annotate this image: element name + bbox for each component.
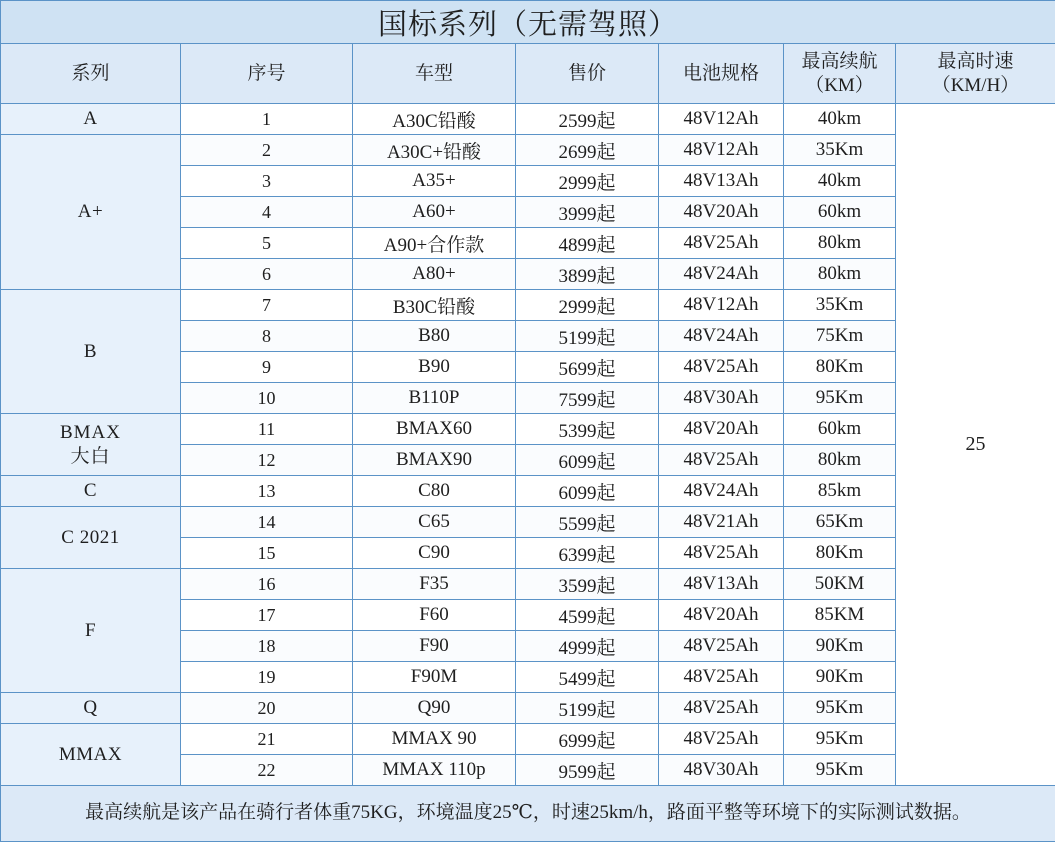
cell-battery: 48V30Ah bbox=[659, 383, 784, 414]
cell-range: 90Km bbox=[784, 662, 896, 693]
column-header-battery: 电池规格 bbox=[659, 44, 784, 104]
cell-battery: 48V24Ah bbox=[659, 321, 784, 352]
cell-battery: 48V12Ah bbox=[659, 290, 784, 321]
cell-index: 21 bbox=[181, 724, 353, 755]
cell-price: 3999起 bbox=[516, 197, 659, 228]
cell-index: 16 bbox=[181, 569, 353, 600]
cell-price: 4899起 bbox=[516, 228, 659, 259]
series-cell bbox=[1, 507, 181, 569]
column-header-index: 序号 bbox=[181, 44, 353, 104]
cell-battery: 48V25Ah bbox=[659, 352, 784, 383]
cell-index: 15 bbox=[181, 538, 353, 569]
cell-index: 2 bbox=[181, 135, 353, 166]
cell-model: MMAX 110p bbox=[353, 755, 516, 786]
cell-battery: 48V25Ah bbox=[659, 693, 784, 724]
cell-index: 5 bbox=[181, 228, 353, 259]
cell-index: 12 bbox=[181, 445, 353, 476]
cell-model: F90 bbox=[353, 631, 516, 662]
series-cell bbox=[1, 693, 181, 724]
table-row bbox=[1, 104, 1055, 135]
cell-battery: 48V25Ah bbox=[659, 662, 784, 693]
series-label: Q bbox=[83, 697, 98, 719]
cell-index: 13 bbox=[181, 476, 353, 507]
cell-index: 6 bbox=[181, 259, 353, 290]
column-header-top-speed-line1: 最高时速 bbox=[937, 50, 1014, 72]
series-cell bbox=[1, 414, 181, 476]
cell-range: 35Km bbox=[784, 290, 896, 321]
cell-battery: 48V25Ah bbox=[659, 631, 784, 662]
cell-model: F60 bbox=[353, 600, 516, 631]
cell-price: 6999起 bbox=[516, 724, 659, 755]
cell-price: 2999起 bbox=[516, 290, 659, 321]
cell-index: 7 bbox=[181, 290, 353, 321]
column-header-range-line2: （KM） bbox=[805, 74, 874, 96]
column-header-top-speed bbox=[896, 44, 1055, 104]
cell-range: 80Km bbox=[784, 538, 896, 569]
cell-model: B30C铅酸 bbox=[353, 290, 516, 321]
cell-model: B90 bbox=[353, 352, 516, 383]
cell-model: Q90 bbox=[353, 693, 516, 724]
cell-price: 5199起 bbox=[516, 693, 659, 724]
cell-battery: 48V24Ah bbox=[659, 476, 784, 507]
cell-range: 75Km bbox=[784, 321, 896, 352]
cell-price: 2699起 bbox=[516, 135, 659, 166]
cell-price: 2999起 bbox=[516, 166, 659, 197]
cell-price: 2599起 bbox=[516, 104, 659, 135]
cell-index: 17 bbox=[181, 600, 353, 631]
cell-range: 40km bbox=[784, 104, 896, 135]
cell-range: 95Km bbox=[784, 383, 896, 414]
cell-index: 9 bbox=[181, 352, 353, 383]
series-label: C 2021 bbox=[61, 526, 120, 548]
cell-price: 3899起 bbox=[516, 259, 659, 290]
series-cell bbox=[1, 476, 181, 507]
cell-price: 9599起 bbox=[516, 755, 659, 786]
series-label: A bbox=[83, 108, 98, 130]
cell-battery: 48V13Ah bbox=[659, 166, 784, 197]
footnote: 最高续航是该产品在骑行者体重75KG，环境温度25℃，时速25km/h，路面平整等环境下的实际测试数据。 bbox=[1, 786, 1055, 842]
cell-model: A60+ bbox=[353, 197, 516, 228]
cell-battery: 48V24Ah bbox=[659, 259, 784, 290]
cell-model: A35+ bbox=[353, 166, 516, 197]
cell-model: A80+ bbox=[353, 259, 516, 290]
cell-range: 85KM bbox=[784, 600, 896, 631]
page-title: 国标系列（无需驾照） bbox=[1, 1, 1055, 44]
cell-price: 5199起 bbox=[516, 321, 659, 352]
cell-battery: 48V25Ah bbox=[659, 228, 784, 259]
series-label: A+ bbox=[77, 201, 104, 223]
cell-index: 10 bbox=[181, 383, 353, 414]
column-header-top-speed-line2: （KM/H） bbox=[931, 74, 1020, 96]
column-header-range bbox=[784, 44, 896, 104]
cell-model: C90 bbox=[353, 538, 516, 569]
cell-price: 5499起 bbox=[516, 662, 659, 693]
cell-range: 60km bbox=[784, 414, 896, 445]
cell-model: A30C+铅酸 bbox=[353, 135, 516, 166]
header-row bbox=[1, 44, 1055, 104]
cell-price: 5599起 bbox=[516, 507, 659, 538]
cell-battery: 48V21Ah bbox=[659, 507, 784, 538]
cell-range: 80Km bbox=[784, 352, 896, 383]
cell-index: 3 bbox=[181, 166, 353, 197]
cell-model: F90M bbox=[353, 662, 516, 693]
cell-range: 90Km bbox=[784, 631, 896, 662]
cell-range: 40km bbox=[784, 166, 896, 197]
cell-range: 50KM bbox=[784, 569, 896, 600]
title-row bbox=[1, 1, 1055, 44]
cell-model: A30C铅酸 bbox=[353, 104, 516, 135]
cell-index: 19 bbox=[181, 662, 353, 693]
cell-price: 3599起 bbox=[516, 569, 659, 600]
cell-index: 11 bbox=[181, 414, 353, 445]
cell-battery: 48V25Ah bbox=[659, 445, 784, 476]
cell-index: 18 bbox=[181, 631, 353, 662]
cell-range: 65Km bbox=[784, 507, 896, 538]
cell-range: 95Km bbox=[784, 755, 896, 786]
cell-model: F35 bbox=[353, 569, 516, 600]
cell-battery: 48V25Ah bbox=[659, 724, 784, 755]
cell-range: 80km bbox=[784, 259, 896, 290]
footnote-row bbox=[1, 786, 1055, 842]
cell-battery: 48V25Ah bbox=[659, 538, 784, 569]
cell-battery: 48V20Ah bbox=[659, 197, 784, 228]
series-cell bbox=[1, 104, 181, 135]
cell-index: 20 bbox=[181, 693, 353, 724]
cell-model: BMAX60 bbox=[353, 414, 516, 445]
column-header-model: 车型 bbox=[353, 44, 516, 104]
cell-model: B110P bbox=[353, 383, 516, 414]
cell-index: 4 bbox=[181, 197, 353, 228]
cell-index: 1 bbox=[181, 104, 353, 135]
cell-range: 60km bbox=[784, 197, 896, 228]
series-label-line1: BMAX bbox=[59, 421, 121, 443]
cell-battery: 48V30Ah bbox=[659, 755, 784, 786]
cell-price: 4999起 bbox=[516, 631, 659, 662]
cell-price: 4599起 bbox=[516, 600, 659, 631]
cell-range: 35Km bbox=[784, 135, 896, 166]
cell-range: 95Km bbox=[784, 724, 896, 755]
cell-model: A90+合作款 bbox=[353, 228, 516, 259]
column-header-range-line1: 最高续航 bbox=[801, 50, 878, 72]
cell-index: 14 bbox=[181, 507, 353, 538]
cell-price: 6099起 bbox=[516, 445, 659, 476]
cell-model: B80 bbox=[353, 321, 516, 352]
series-cell bbox=[1, 135, 181, 290]
column-header-price: 售价 bbox=[516, 44, 659, 104]
series-label: C bbox=[83, 480, 98, 502]
cell-model: MMAX 90 bbox=[353, 724, 516, 755]
series-cell bbox=[1, 290, 181, 414]
cell-price: 5399起 bbox=[516, 414, 659, 445]
series-label: F bbox=[84, 619, 97, 641]
column-header-series: 系列 bbox=[1, 44, 181, 104]
cell-range: 95Km bbox=[784, 693, 896, 724]
cell-price: 6399起 bbox=[516, 538, 659, 569]
cell-price: 7599起 bbox=[516, 383, 659, 414]
cell-range: 85km bbox=[784, 476, 896, 507]
cell-range: 80km bbox=[784, 228, 896, 259]
series-cell bbox=[1, 569, 181, 693]
cell-model: C80 bbox=[353, 476, 516, 507]
cell-index: 22 bbox=[181, 755, 353, 786]
series-cell bbox=[1, 724, 181, 786]
cell-price: 5699起 bbox=[516, 352, 659, 383]
cell-top-speed: 25 bbox=[896, 104, 1055, 786]
series-label-line2: 大白 bbox=[70, 445, 111, 467]
series-label: MMAX bbox=[58, 743, 123, 765]
cell-range: 80km bbox=[784, 445, 896, 476]
cell-battery: 48V13Ah bbox=[659, 569, 784, 600]
cell-model: BMAX90 bbox=[353, 445, 516, 476]
cell-battery: 48V20Ah bbox=[659, 414, 784, 445]
cell-model: C65 bbox=[353, 507, 516, 538]
cell-battery: 48V12Ah bbox=[659, 104, 784, 135]
series-label: B bbox=[83, 340, 98, 362]
cell-battery: 48V20Ah bbox=[659, 600, 784, 631]
cell-index: 8 bbox=[181, 321, 353, 352]
cell-price: 6099起 bbox=[516, 476, 659, 507]
cell-battery: 48V12Ah bbox=[659, 135, 784, 166]
